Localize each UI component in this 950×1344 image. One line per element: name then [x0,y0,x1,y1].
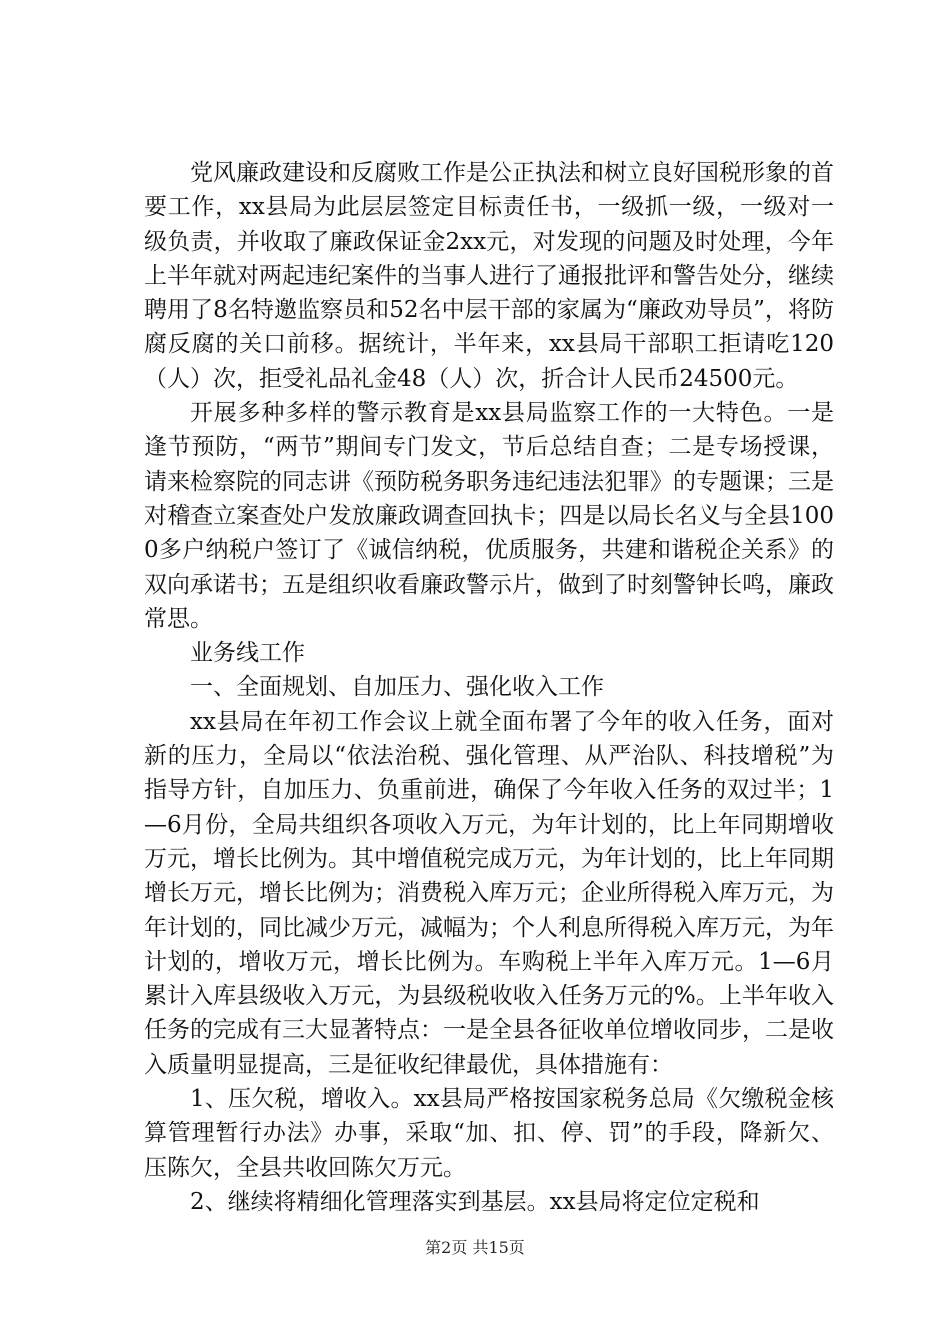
section-heading-business: 业务线工作 [190,640,305,667]
paragraph-fine-management: 2、继续将精细化管理落实到基层。xx县局将定位定税和 [190,1188,760,1215]
paragraph-warning-education: 开展多种多样的警示教育是xx县局监察工作的一大特色。一是逢节预防，“两节”期间专门发文，节后总结自查；二是专场授课，请来检察院的同志讲《预防税务职务违纪违法犯罪》的专题课；三是对稽查立案查处户发放廉政调查回执卡；四是以局长名义与全县1000多户纳税户签订了《诚信纳税，优质服务，共建和谐税企关系》的双向承诺书；五是组织收看廉政警示片，做到了时刻警钟长鸣，廉政常思。 [144,400,834,632]
subheading-revenue: 一、全面规划、自加压力、强化收入工作 [190,674,604,701]
paragraph-anticorruption: 党风廉政建设和反腐败工作是公正执法和树立良好国税形象的首要工作，xx县局为此层层签定目标责任书，一级抓一级，一级对一级负责，并收取了廉政保证金2xx元，对发现的问题及时处理，今年上半年就对两起违纪案件的当事人进行了通报批评和警告处分，继续聘用了8名特邀监察员和52名中层干部的家属为“廉政劝导员”，将防腐反腐的关口前移。据统计，半年来，xx县局干部职工拒请吃120（人）次，拒受礼品礼金48（人）次，折合计人民币24500元。 [144,160,834,392]
paragraph-arrears: 1、压欠税，增收入。xx县局严格按国家税务总局《欠缴税金核算管理暂行办法》办事，采取“加、扣、停、罚”的手段，降新欠、压陈欠，全县共收回陈欠万元。 [144,1086,834,1181]
paragraph-revenue-tasks: xx县局在年初工作会议上就全面布署了今年的收入任务，面对新的压力，全局以“依法治税、强化管理、从严治队、科技增税”为指导方针，自加压力、负重前进，确保了今年收入任务的双过半；1—6月份，全局共组织各项收入万元，为年计划的，比上年同期增收万元，增长比例为。其中增值税完成万元，为年计划的，比上年同期增长万元，增长比例为；消费税入库万元；企业所得税入库万元，为年计划的，同比减少万元，减幅为；个人利息所得税入库万元，为年计划的，增收万元，增长比例为。车购税上半年入库万元。1—6月累计入库县级收入万元，为县级税收收入任务万元的%。上半年收入任务的完成有三大显著特点：一是全县各征收单位增收同步，二是收入质量明显提高，三是征收纪律最优，具体措施有： [144,708,834,1078]
page-footer: 第2页 共15页 [425,1238,525,1257]
document-body [144,156,834,1219]
